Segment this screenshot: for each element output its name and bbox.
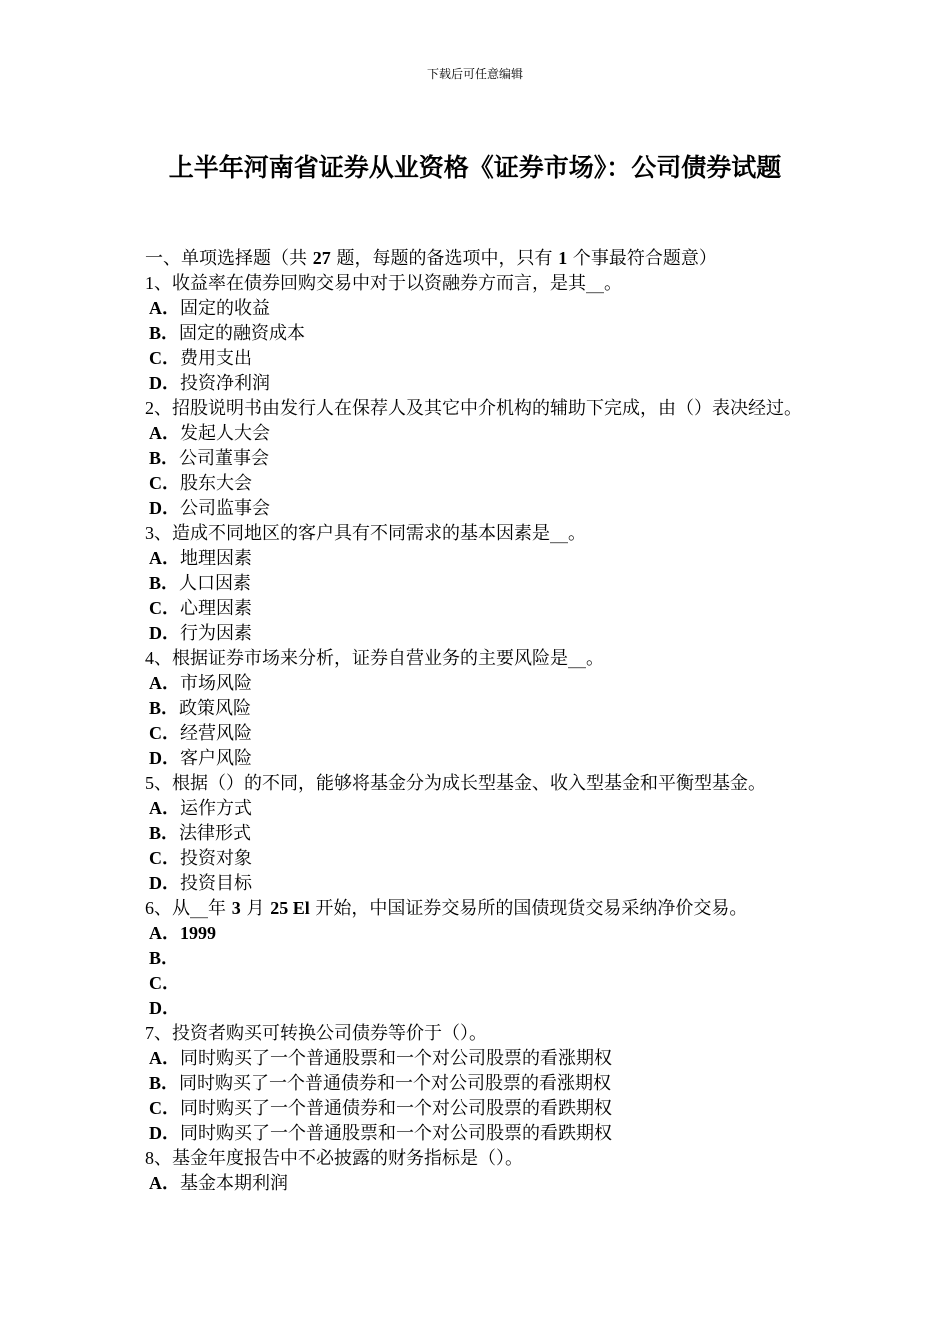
option-c: C．同时购买了一个普通债券和一个对公司股票的看跌期权	[149, 1098, 612, 1119]
option-b: B．	[149, 948, 180, 968]
page-header	[0, 66, 950, 82]
option-c: C．经营风险	[149, 723, 252, 744]
option-b: B．固定的融资成本	[149, 323, 306, 344]
question-stem: 5、根据（）的不同，能够将基金分为成长型基金、收入型基金和平衡型基金。	[145, 773, 766, 794]
question-3	[145, 521, 810, 646]
option-d: D．公司监事会	[149, 498, 270, 519]
option-a: A．基金本期利润	[149, 1173, 288, 1194]
option-c: C．心理因素	[149, 598, 252, 619]
question-4	[145, 646, 810, 771]
option-b: B．公司董事会	[149, 448, 270, 469]
document-body	[145, 246, 810, 1196]
option-a: A．运作方式	[149, 798, 252, 819]
option-d: D．同时购买了一个普通股票和一个对公司股票的看跌期权	[149, 1123, 612, 1144]
option-c: C．股东大会	[149, 473, 252, 494]
question-stem: 2、招股说明书由发行人在保荐人及其它中介机构的辅助下完成，由（）表决经过。	[145, 398, 802, 419]
option-d: D．客户风险	[149, 748, 252, 769]
question-8	[145, 1146, 810, 1196]
question-6	[145, 896, 810, 1021]
option-c: C．投资对象	[149, 848, 252, 869]
option-d: D．投资净利润	[149, 373, 270, 394]
option-a: A．发起人大会	[149, 423, 270, 444]
option-a: A．1999	[149, 923, 216, 943]
question-stem: 6、从__年 3 月 25 El 开始，中国证券交易所的国债现货交易采纳净价交易。	[145, 898, 748, 919]
question-stem: 4、根据证券市场来分析，证券自营业务的主要风险是__。	[145, 648, 604, 669]
option-d: D．投资目标	[149, 873, 252, 894]
document-title: 上半年河南省证券从业资格《证券市场》：公司债券试题	[168, 153, 782, 182]
option-b: B．同时购买了一个普通债券和一个对公司股票的看涨期权	[149, 1073, 612, 1094]
option-d: D．行为因素	[149, 623, 252, 644]
question-stem: 1、收益率在债券回购交易中对于以资融券方而言，是其__。	[145, 273, 622, 294]
option-c: C．费用支出	[149, 348, 252, 369]
question-stem: 7、投资者购买可转换公司债券等价于（）。	[145, 1023, 487, 1044]
option-c: C．	[149, 973, 180, 993]
header-note: 下载后可任意编辑	[426, 67, 523, 81]
option-a: A．固定的收益	[149, 298, 270, 319]
question-7	[145, 1021, 810, 1146]
option-b: B．政策风险	[149, 698, 252, 719]
option-a: A．同时购买了一个普通股票和一个对公司股票的看涨期权	[149, 1048, 612, 1069]
question-stem: 8、基金年度报告中不必披露的财务指标是（）。	[145, 1148, 523, 1169]
question-5	[145, 771, 810, 896]
question-stem: 3、造成不同地区的客户具有不同需求的基本因素是__。	[145, 523, 586, 544]
option-d: D．	[149, 998, 180, 1018]
section-heading: 一、单项选择题（共 27 题，每题的备选项中，只有 1 个事最符合题意）	[145, 248, 717, 269]
question-1	[145, 271, 810, 396]
option-b: B．法律形式	[149, 823, 252, 844]
question-2	[145, 396, 810, 521]
option-b: B．人口因素	[149, 573, 252, 594]
option-a: A．市场风险	[149, 673, 252, 694]
option-a: A．地理因素	[149, 548, 252, 569]
